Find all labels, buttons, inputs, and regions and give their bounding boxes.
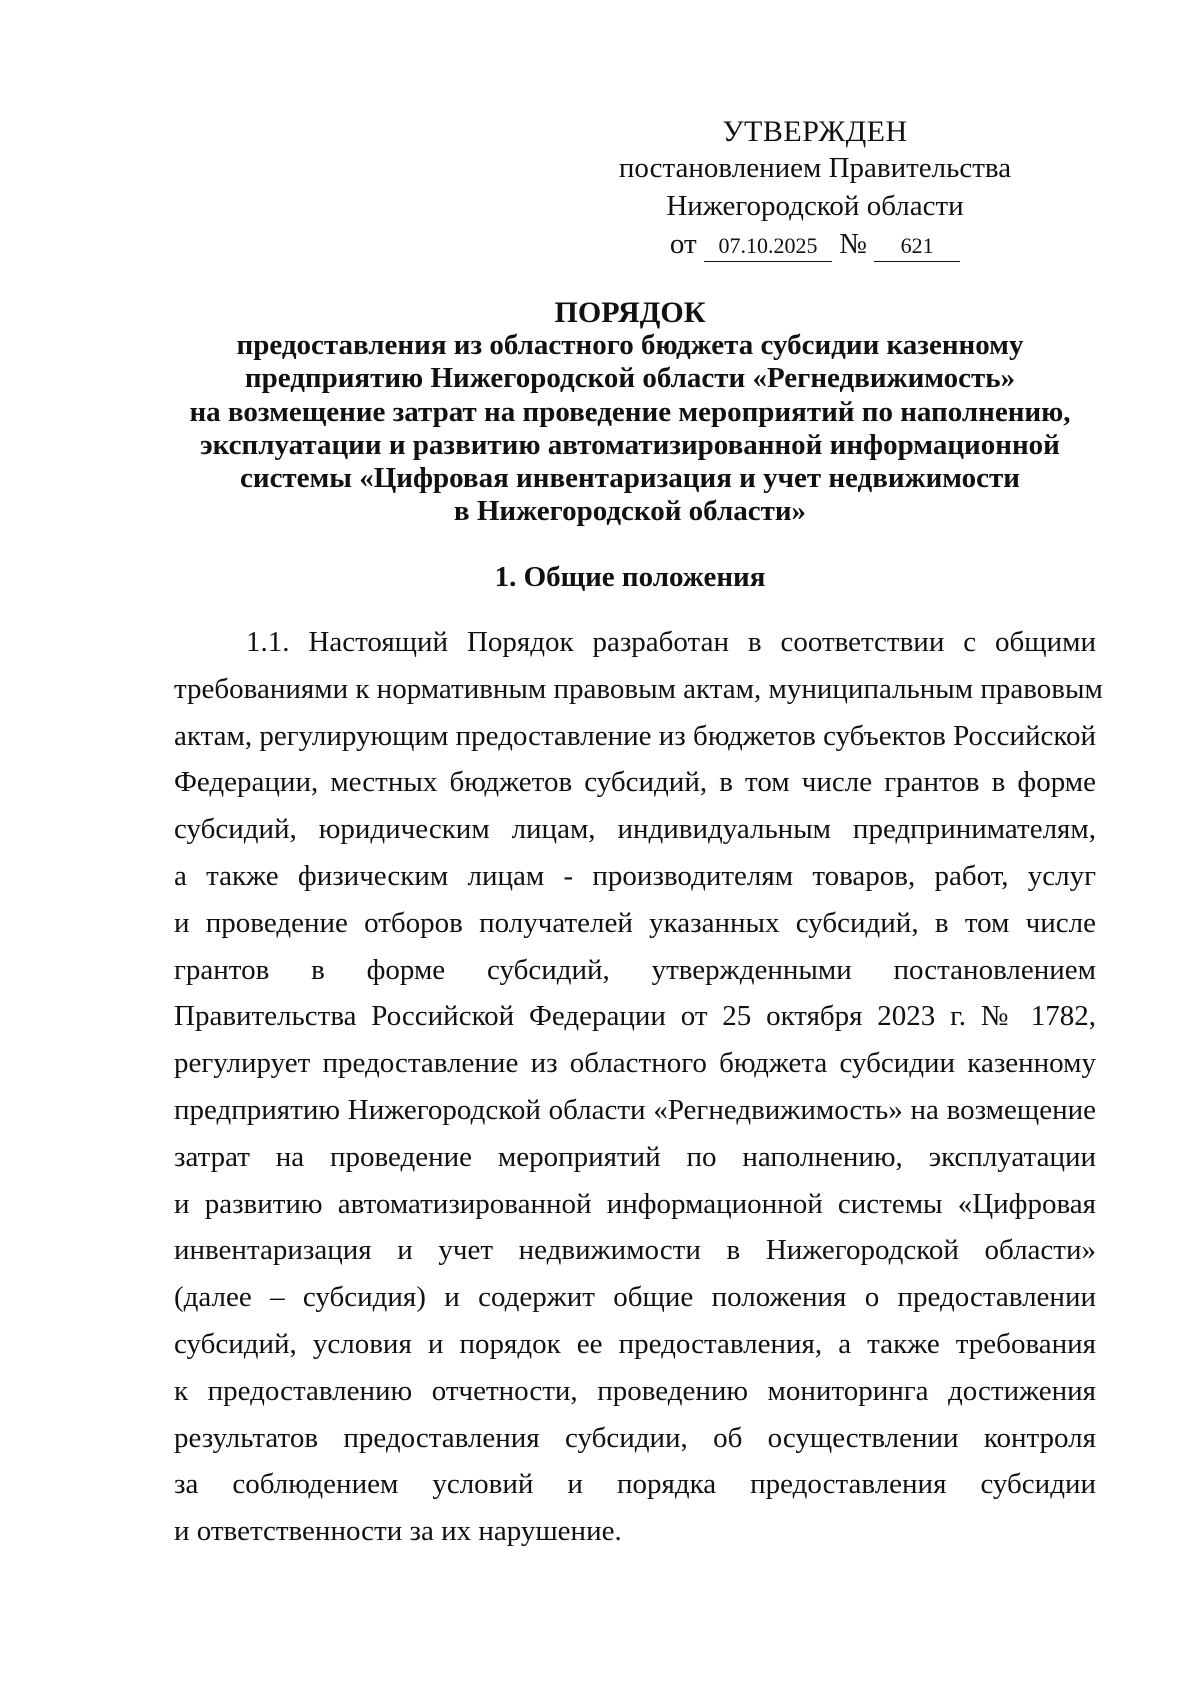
document-title-line: в Нижегородской области» xyxy=(453,495,807,528)
approval-stamp-title: УТВЕРЖДЕН xyxy=(722,115,908,148)
paragraph-line: и проведение отборов получателей указанных субсидий, в том числе xyxy=(174,906,1096,939)
number-sign: № xyxy=(839,228,867,260)
document-title-line: предоставления из областного бюджета субсидии казенному xyxy=(236,329,1024,362)
paragraph-line: субсидий, юридическим лицам, индивидуальным предпринимателям, xyxy=(174,813,1096,846)
document-title-line: предприятию Нижегородской области «Регнедвижимость» xyxy=(244,362,1016,395)
approval-authority-line1: постановлением Правительства xyxy=(618,152,1012,184)
date-prefix: от xyxy=(669,228,697,260)
document-heading: ПОРЯДОК xyxy=(554,296,706,329)
paragraph-line: требованиями к нормативным правовым актам, муниципальным правовым xyxy=(174,672,1103,705)
approval-date: 07.10.2025 xyxy=(704,231,832,262)
paragraph-line: (далее – субсидия) и содержит общие положения о предоставлении xyxy=(174,1281,1096,1314)
paragraph-line: регулирует предоставление из областного бюджета субсидии казенному xyxy=(174,1047,1096,1080)
paragraph-line: и развитию автоматизированной информационной системы «Цифровая xyxy=(174,1187,1096,1220)
paragraph-line: затрат на проведение мероприятий по наполнению, эксплуатации xyxy=(174,1140,1096,1173)
document-title-line: системы «Цифровая инвентаризация и учет недвижимости xyxy=(239,462,1020,495)
approval-authority-line2: Нижегородской области xyxy=(666,190,964,222)
paragraph-line: Правительства Российской Федерации от 25 октября 2023 г. № 1782, xyxy=(174,1000,1096,1033)
paragraph-line: грантов в форме субсидий, утвержденными постановлением xyxy=(174,953,1096,986)
document-title-line: на возмещение затрат на проведение мероприятий по наполнению, xyxy=(189,395,1071,428)
section-paragraph xyxy=(174,624,1103,1560)
document-title-block xyxy=(150,296,1110,528)
paragraph-line: инвентаризация и учет недвижимости в Нижегородской области» xyxy=(174,1234,1096,1267)
paragraph-line: за соблюдением условий и порядка предоставления субсидии xyxy=(174,1468,1096,1501)
paragraph-line: а также физическим лицам - производителям товаров, работ, услуг xyxy=(174,859,1096,892)
paragraph-line: 1.1. Настоящий Порядок разработан в соответствии с общими xyxy=(246,626,1096,658)
approval-number: 621 xyxy=(874,231,960,262)
paragraph-line: результатов предоставления субсидии, об осуществлении контроля xyxy=(174,1421,1096,1454)
paragraph-line: предприятию Нижегородской области «Регнедвижимость» на возмещение xyxy=(174,1093,1096,1126)
approval-date-number-row xyxy=(580,226,1050,262)
paragraph-line: Федерации, местных бюджетов субсидий, в том числе грантов в форме xyxy=(174,766,1096,799)
paragraph-line: и ответственности за их нарушение. xyxy=(174,1515,622,1548)
paragraph-line: к предоставлению отчетности, проведению мониторинга достижения xyxy=(174,1374,1096,1407)
section-heading: 1. Общие положения xyxy=(494,561,766,593)
paragraph-line: субсидий, условия и порядок ее предоставления, а также требования xyxy=(174,1327,1096,1360)
document-title-line: эксплуатации и развитию автоматизированной информационной xyxy=(200,428,1060,461)
paragraph-line: актам, регулирующим предоставление из бюджетов субъектов Российской xyxy=(174,719,1096,752)
